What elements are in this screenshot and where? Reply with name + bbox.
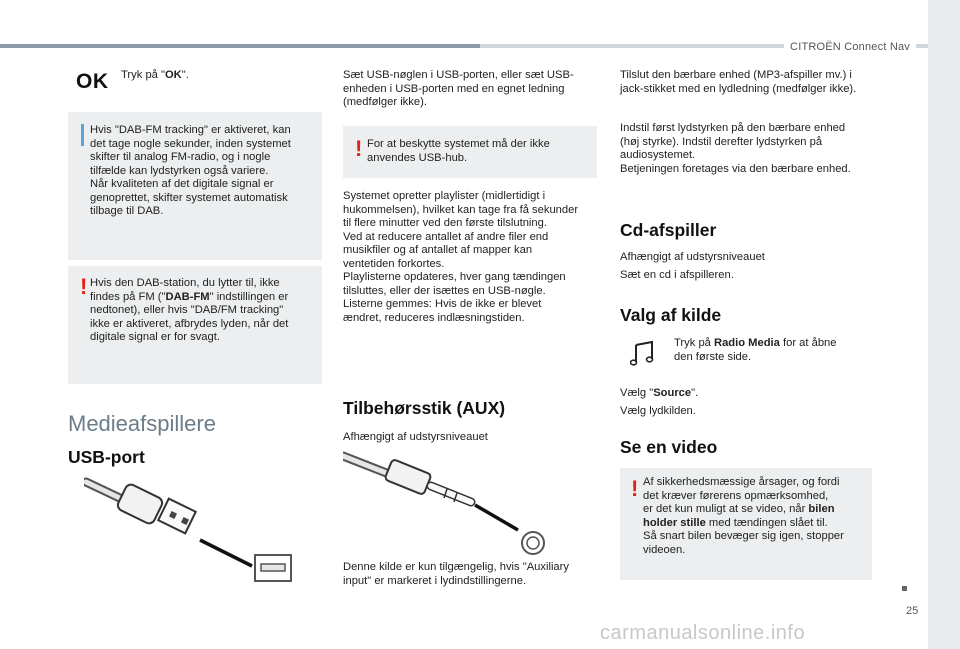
ok-instruction: Tryk på "OK". — [121, 69, 189, 81]
usb-intro-text: Sæt USB-nøglen i USB-porten, eller sæt USB- enheden i USB-porten med en egnet ledning (medfølger ikke). — [343, 69, 574, 108]
heading-source-select: Valg af kilde — [620, 305, 722, 325]
connect-device-text: Tilslut den bærbare enhed (MP3-afspiller mv.) i jack-stikket med en lydledning (medfølger ikke). — [620, 69, 857, 95]
heading-video: Se en video — [620, 437, 718, 457]
ok-button-icon: OK — [76, 70, 109, 93]
warning-icon: ! — [355, 136, 363, 161]
video-warning-text: Af sikkerhedsmæssige årsager, og fordi det kræver førerens opmærksomhed, er det kun muligt at se video, når bilen holder stille med tændingen slået til. Så snart bilen bevæger sig igen, stopper videoen. — [643, 476, 844, 556]
section-title-media: Medieafspillere — [68, 411, 216, 436]
warning-box-dab-fm — [68, 266, 322, 384]
volume-text: Indstil først lydstyrken på den bærbare enhed (høj styrke). Indstil derefter lydstyrken på audiosystemet. Betjeningen foretages via den bærbare enhed. — [620, 122, 851, 175]
music-note-icon — [630, 339, 656, 367]
usb-hub-warning-text: For at beskytte systemet må der ikke anvendes USB-hub. — [367, 138, 550, 164]
cd-equipment-note: Afhængigt af udstyrsniveauet — [620, 251, 765, 263]
page-number: 25 — [906, 605, 919, 617]
side-strip — [928, 0, 960, 649]
radio-media-instruction: Tryk på Radio Media for at åbne den første side. — [674, 337, 837, 363]
heading-aux: Tilbehørsstik (AUX) — [343, 398, 506, 418]
warning-icon: ! — [631, 476, 639, 501]
heading-usb-port: USB-port — [68, 447, 145, 467]
usb-plug-illustration — [84, 474, 299, 586]
cd-insert-text: Sæt en cd i afspilleren. — [620, 269, 734, 281]
watermark: carmanualsonline.info — [600, 622, 806, 644]
aux-availability-text: Denne kilde er kun tilgængelig, hvis "Auxiliary input" er markeret i lydindstillingerne. — [343, 561, 569, 587]
heading-cd-player: Cd-afspiller — [620, 220, 717, 240]
header-rule-dark — [0, 44, 480, 48]
brand-title: CITROËN Connect Nav — [784, 41, 916, 53]
playlist-text: Systemet opretter playlister (midlertidigt i hukommelsen), hvilket kan tage fra få sekunder til flere minutter ved den første tilslutning. Ved at reducere antallet af andre filer end musikfiler og af antallet af mapper kan ventetiden forkortes. Playlisterne opdateres, hver gang tændingen tilsluttes, eller der isættes en USB-nøgle. Listerne gemmes: Hvis de ikke er blevet ændret, reduceres indlæsningstiden. — [343, 190, 579, 324]
info-text: Hvis "DAB-FM tracking" er aktiveret, kan det tage nogle sekunder, inden systemet skifter til analog FM-radio, og i nogle tilfælde kan lydstyrken også variere. Når kvaliteten af det digitale signal er genoprettet, skifter systemet automatisk tilbage til DAB. — [90, 124, 291, 217]
jack-plug-illustration — [343, 450, 553, 558]
page-marker — [902, 586, 907, 591]
select-sound-source-text: Vælg lydkilden. — [620, 405, 696, 417]
warning-box-video — [620, 468, 872, 580]
info-box-dab-tracking — [68, 112, 322, 260]
warning-icon: ! — [80, 274, 88, 299]
info-icon — [81, 124, 84, 146]
aux-equipment-note: Afhængigt af udstyrsniveauet — [343, 431, 488, 443]
select-source-text: Vælg "Source". — [620, 387, 699, 399]
warning-box-usb-hub — [343, 126, 597, 178]
warning-text: Hvis den DAB-station, du lytter til, ikke findes på FM ("DAB-FM" indstillingen er nedtonet), eller hvis "DAB/FM tracking" ikke er aktiveret, afbrydes lyden, når det digitale signal er for svagt. — [90, 277, 289, 343]
